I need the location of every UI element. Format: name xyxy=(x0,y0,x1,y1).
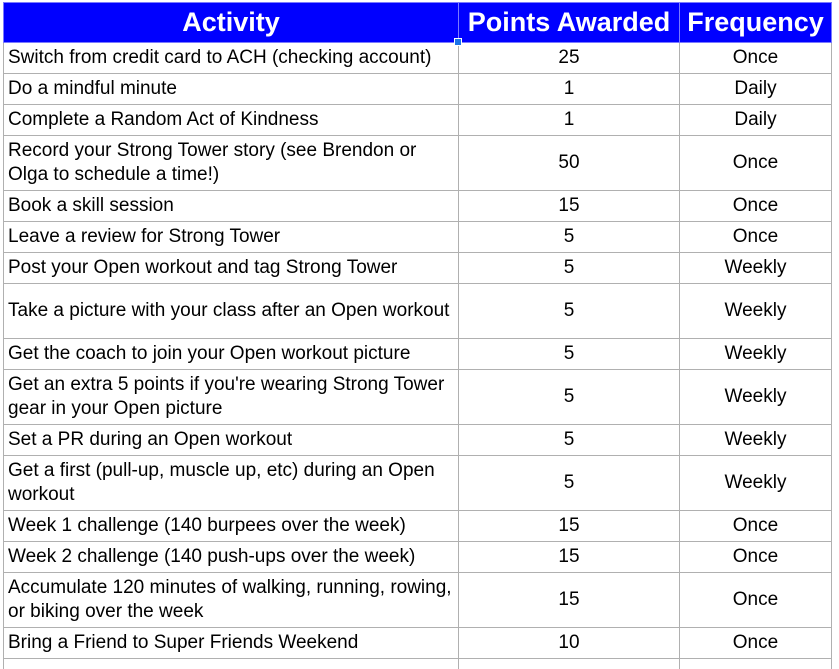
table-row xyxy=(4,573,832,628)
empty-row xyxy=(4,659,832,669)
points-cell[interactable]: 5 xyxy=(459,425,680,456)
points-cell[interactable]: 5 xyxy=(459,339,680,370)
table-row xyxy=(4,222,832,253)
activity-cell[interactable]: Complete a Random Act of Kindness xyxy=(4,105,459,136)
frequency-cell[interactable]: Weekly xyxy=(680,456,832,511)
activity-cell[interactable]: Get a first (pull-up, muscle up, etc) during an Open workout xyxy=(4,456,459,511)
points-cell[interactable]: 5 xyxy=(459,253,680,284)
frequency-cell[interactable]: Once xyxy=(680,511,832,542)
frequency-cell[interactable]: Weekly xyxy=(680,253,832,284)
frequency-cell[interactable]: Weekly xyxy=(680,339,832,370)
activity-cell[interactable]: Week 2 challenge (140 push-ups over the week) xyxy=(4,542,459,573)
frequency-cell[interactable]: Once xyxy=(680,542,832,573)
table-row xyxy=(4,284,832,339)
table-row xyxy=(4,43,832,74)
points-cell[interactable]: 5 xyxy=(459,284,680,339)
activity-cell[interactable]: Take a picture with your class after an Open workout xyxy=(4,284,459,339)
activity-cell[interactable]: Do a mindful minute xyxy=(4,74,459,105)
points-cell[interactable]: 15 xyxy=(459,511,680,542)
points-cell[interactable]: 5 xyxy=(459,222,680,253)
points-cell[interactable]: 5 xyxy=(459,456,680,511)
activity-cell[interactable]: Week 1 challenge (140 burpees over the week) xyxy=(4,511,459,542)
selection-fill-handle[interactable] xyxy=(454,38,462,46)
points-cell[interactable]: 1 xyxy=(459,74,680,105)
activity-cell[interactable]: Get the coach to join your Open workout picture xyxy=(4,339,459,370)
table-row xyxy=(4,105,832,136)
table-row xyxy=(4,425,832,456)
points-cell[interactable]: 10 xyxy=(459,628,680,659)
frequency-cell[interactable]: Daily xyxy=(680,105,832,136)
header-row xyxy=(4,3,832,43)
header-points-awarded[interactable]: Points Awarded xyxy=(459,3,680,43)
table-row xyxy=(4,339,832,370)
frequency-cell[interactable]: Weekly xyxy=(680,425,832,456)
table-row xyxy=(4,136,832,191)
activity-cell[interactable]: Book a skill session xyxy=(4,191,459,222)
frequency-cell[interactable]: Once xyxy=(680,628,832,659)
frequency-cell[interactable]: Once xyxy=(680,191,832,222)
table-row xyxy=(4,253,832,284)
table-row xyxy=(4,370,832,425)
frequency-cell[interactable]: Daily xyxy=(680,74,832,105)
header-frequency[interactable]: Frequency xyxy=(680,3,832,43)
empty-cell[interactable] xyxy=(680,659,832,669)
frequency-cell[interactable]: Once xyxy=(680,222,832,253)
points-cell[interactable]: 25 xyxy=(459,43,680,74)
points-cell[interactable]: 15 xyxy=(459,542,680,573)
frequency-cell[interactable]: Once xyxy=(680,43,832,74)
empty-cell[interactable] xyxy=(4,659,459,669)
points-cell[interactable]: 1 xyxy=(459,105,680,136)
table-row xyxy=(4,456,832,511)
frequency-cell[interactable]: Once xyxy=(680,136,832,191)
header-activity[interactable]: Activity xyxy=(4,3,459,43)
activity-cell[interactable]: Get an extra 5 points if you're wearing Strong Tower gear in your Open picture xyxy=(4,370,459,425)
table-row xyxy=(4,542,832,573)
table-row xyxy=(4,511,832,542)
activity-cell[interactable]: Post your Open workout and tag Strong Tower xyxy=(4,253,459,284)
table-row xyxy=(4,628,832,659)
points-table xyxy=(3,2,832,669)
activity-cell[interactable]: Bring a Friend to Super Friends Weekend xyxy=(4,628,459,659)
points-cell[interactable]: 15 xyxy=(459,573,680,628)
frequency-cell[interactable]: Weekly xyxy=(680,284,832,339)
activity-cell[interactable]: Accumulate 120 minutes of walking, running, rowing, or biking over the week xyxy=(4,573,459,628)
activity-cell[interactable]: Switch from credit card to ACH (checking account) xyxy=(4,43,459,74)
frequency-cell[interactable]: Once xyxy=(680,573,832,628)
points-cell[interactable]: 15 xyxy=(459,191,680,222)
activity-cell[interactable]: Record your Strong Tower story (see Brendon or Olga to schedule a time!) xyxy=(4,136,459,191)
empty-cell[interactable] xyxy=(459,659,680,669)
activity-cell[interactable]: Leave a review for Strong Tower xyxy=(4,222,459,253)
frequency-cell[interactable]: Weekly xyxy=(680,370,832,425)
table-row xyxy=(4,191,832,222)
points-cell[interactable]: 50 xyxy=(459,136,680,191)
points-cell[interactable]: 5 xyxy=(459,370,680,425)
table-row xyxy=(4,74,832,105)
activity-cell[interactable]: Set a PR during an Open workout xyxy=(4,425,459,456)
